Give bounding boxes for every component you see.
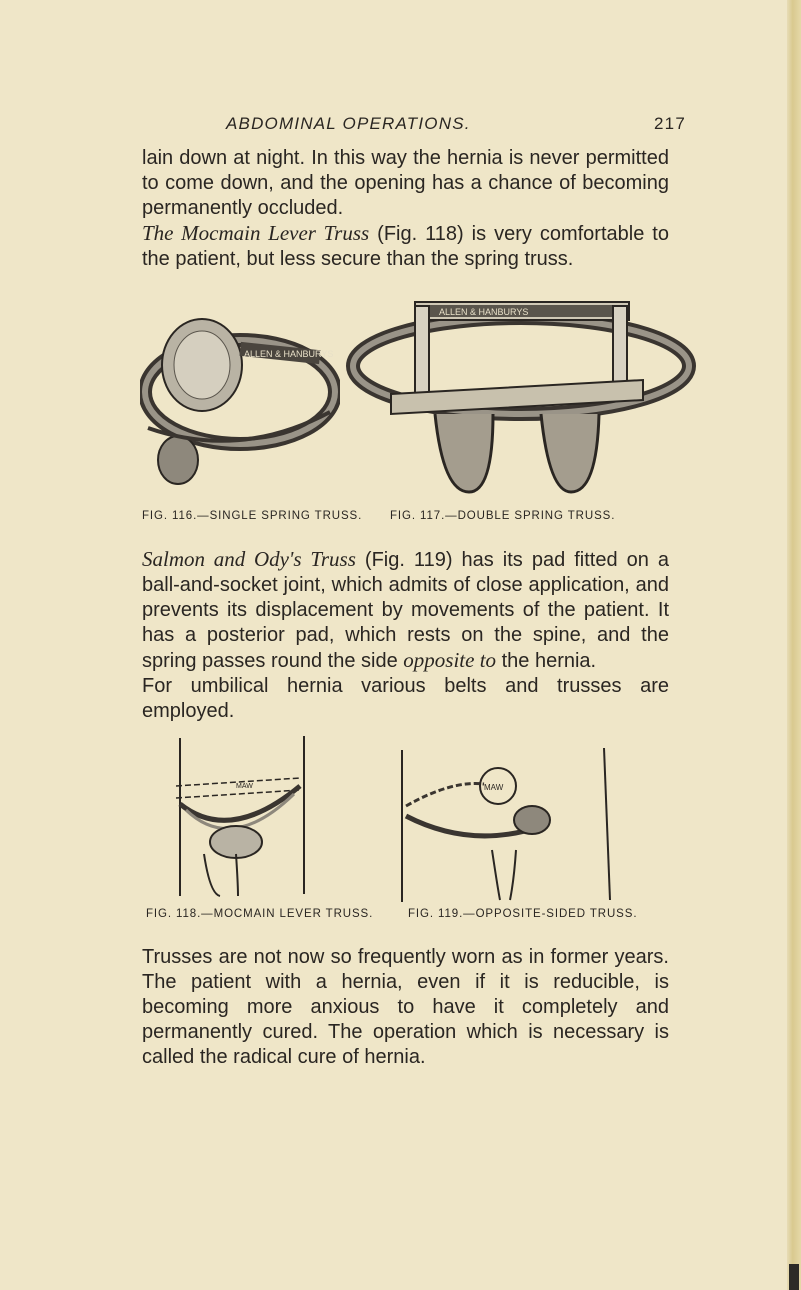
paragraph-3 <box>142 547 669 674</box>
paragraph-3-italic: Salmon and Ody's Truss <box>142 547 356 571</box>
body-text-middle <box>142 547 669 724</box>
fig-116-caption: FIG. 116.—SINGLE SPRING TRUSS. <box>142 510 363 522</box>
fig-118-caption: FIG. 118.—MOCMAIN LEVER TRUSS. <box>146 908 374 920</box>
fig-119-engraving: MAW <box>484 783 504 792</box>
paragraph-3-mid: (Fig. 119) has its pad fitted on a ball-and-socket joint, which admits of close application, and prevents its displacement by movements of the patient. It has a posterior pad, which rests on the spine, and the spring passes round the side <box>142 549 670 672</box>
fig-117-caption: FIG. 117.—DOUBLE SPRING TRUSS. <box>390 510 616 522</box>
paragraph-2-rest: (Fig. 118) is very comfortable to the patient, but less secure than the spring truss. <box>142 223 669 270</box>
paragraph-1: lain down at night. In this way the hernia is never permitted to come down, and the opening has a chance of becoming permanently occluded. <box>142 147 669 219</box>
fig-117-illustration <box>343 296 701 502</box>
running-head-title: ABDOMINAL OPERATIONS. <box>226 114 471 133</box>
paragraph-5: Trusses are not now so frequently worn as in former years. The patient with a hernia, even if it is reducible, is becoming more anxious to have it completely and permanently cured. The operation which is necessary is called the radical cure of hernia. <box>142 946 669 1068</box>
paragraph-3-end: the hernia. <box>496 650 597 672</box>
paragraph-2-italic: The Mocmain Lever Truss <box>142 221 370 245</box>
body-text-top <box>142 146 669 272</box>
fig-116-illustration <box>140 310 340 500</box>
fig-119-illustration <box>392 740 622 908</box>
paragraph-2 <box>142 221 669 272</box>
paragraph-4: For umbilical hernia various belts and trusses are employed. <box>142 675 669 722</box>
page-edge-mark <box>789 1264 799 1290</box>
fig-118-engraving: MAW <box>236 783 253 790</box>
fig-119-caption: FIG. 119.—OPPOSITE-SIDED TRUSS. <box>408 908 638 920</box>
fig-117-engraving: ALLEN & HANBURYS <box>439 307 529 317</box>
fig-118-illustration <box>140 734 322 902</box>
page-number: 217 <box>654 114 686 133</box>
fig-116-engraving: ALLEN & HANBURYS <box>244 349 334 359</box>
body-text-bottom <box>142 945 669 1070</box>
page-edge <box>787 0 801 1290</box>
paragraph-3-italic-2: opposite to <box>403 648 497 672</box>
